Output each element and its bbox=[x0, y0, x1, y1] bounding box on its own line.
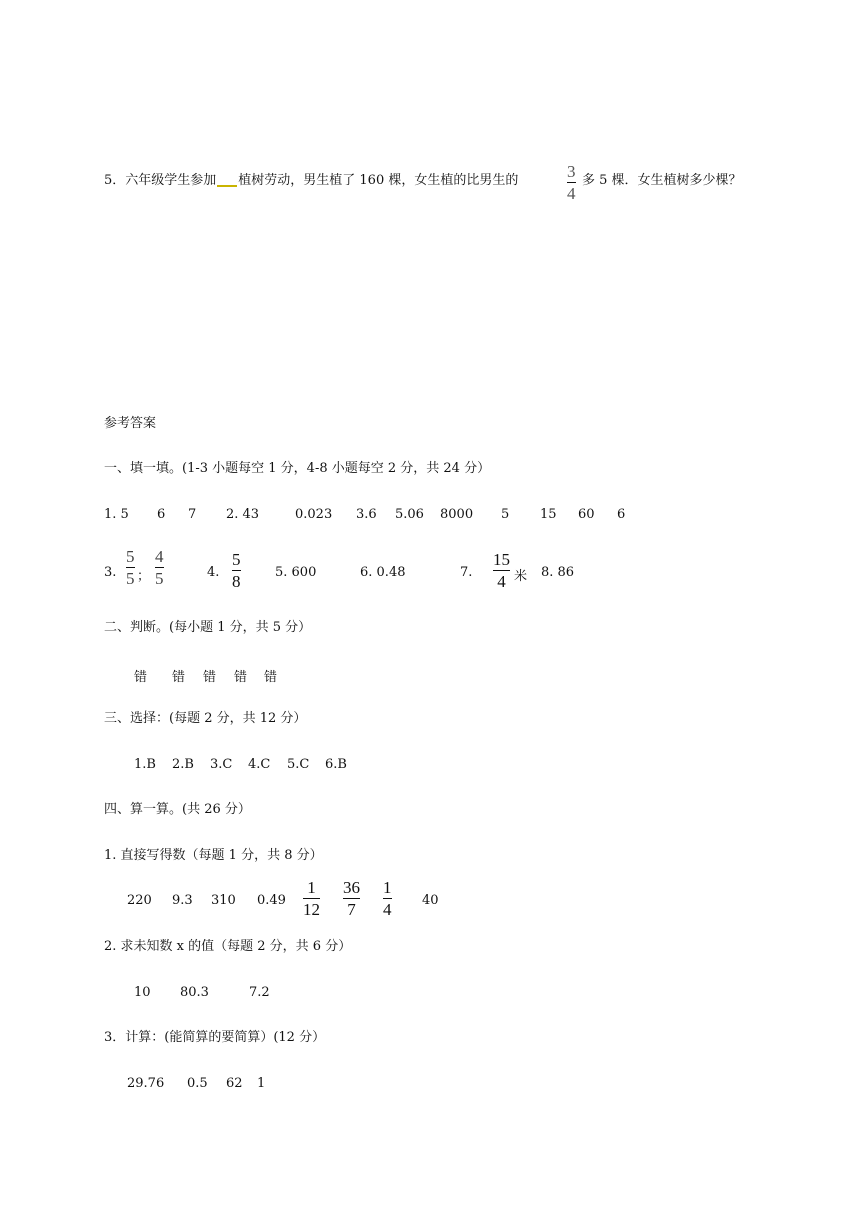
fraction-denominator: 12 bbox=[303, 900, 320, 919]
answer-item: 错 bbox=[234, 670, 248, 685]
answer-item: 6. 0.48 bbox=[360, 565, 406, 580]
answer-item: 8000 bbox=[440, 507, 474, 522]
answer-item: 8. 86 bbox=[541, 565, 575, 580]
fraction-denominator: 5 bbox=[126, 569, 135, 588]
answer-item: 0.5 bbox=[187, 1076, 208, 1091]
answers-heading: 参考答案 bbox=[104, 416, 157, 431]
fraction-numerator: 15 bbox=[493, 550, 510, 569]
fraction-denominator: 7 bbox=[347, 900, 356, 919]
question-5-suffix: 多 5 棵．女生植树多少棵？ bbox=[582, 173, 742, 188]
answer-item: 错 bbox=[172, 670, 186, 685]
fraction-denominator: 4 bbox=[567, 184, 576, 203]
fraction-numerator: 5 bbox=[232, 550, 241, 569]
answer-item: 2.B bbox=[172, 757, 194, 772]
answer-item: 60 bbox=[578, 507, 595, 522]
answer-item: 310 bbox=[211, 893, 236, 908]
answer-item: 0.49 bbox=[257, 893, 286, 908]
answer-blank bbox=[217, 185, 237, 187]
answer-item: 错 bbox=[134, 670, 148, 685]
fraction-numerator: 4 bbox=[155, 547, 164, 566]
answer-item: 0.023 bbox=[295, 507, 333, 522]
answer-item: 错 bbox=[203, 670, 217, 685]
answer-item: 5 bbox=[501, 507, 510, 522]
fraction-numerator: 36 bbox=[343, 878, 360, 897]
section-4-sub-1-title: 1. 直接写得数（每题 1 分，共 8 分） bbox=[104, 848, 323, 863]
fraction-numerator: 5 bbox=[126, 547, 135, 566]
question-5-middle: 植树劳动，男生植了 160 棵，女生植的比男生的 bbox=[238, 173, 519, 188]
fraction bbox=[493, 551, 510, 590]
answer-item: 220 bbox=[127, 893, 152, 908]
answer-item: 7.2 bbox=[249, 985, 270, 1000]
question-5-fraction bbox=[567, 163, 576, 202]
fraction bbox=[303, 879, 320, 918]
answer-item: 6.B bbox=[325, 757, 347, 772]
answer-item: 9.3 bbox=[172, 893, 193, 908]
fraction-denominator: 4 bbox=[383, 900, 392, 919]
section-3-title: 三、选择：(每题 2 分，共 12 分） bbox=[104, 711, 307, 726]
answer-item: 1. 5 bbox=[104, 507, 129, 522]
answer-label: 7. bbox=[460, 565, 473, 580]
fraction-bar bbox=[126, 567, 135, 568]
fraction-denominator: 4 bbox=[497, 572, 506, 591]
answer-item: 5.C bbox=[287, 757, 310, 772]
question-5-prefix: 5．六年级学生参加 bbox=[104, 173, 217, 188]
answer-item: 6 bbox=[157, 507, 166, 522]
fraction-bar bbox=[383, 898, 392, 899]
section-4-sub-2-title: 2. 求未知数 x 的值（每题 2 分，共 6 分） bbox=[104, 939, 352, 954]
answer-item: 80.3 bbox=[180, 985, 209, 1000]
section-4-sub-3-title: 3．计算：(能简算的要简算）(12 分） bbox=[104, 1030, 326, 1045]
answer-label: 3. bbox=[104, 565, 117, 580]
answer-item: 10 bbox=[134, 985, 151, 1000]
answer-item: 2. 43 bbox=[226, 507, 260, 522]
answer-item: 40 bbox=[422, 893, 439, 908]
unit-label: 米 bbox=[514, 569, 528, 584]
fraction-bar bbox=[303, 898, 320, 899]
fraction-numerator: 3 bbox=[567, 162, 576, 181]
answer-item: 5.06 bbox=[395, 507, 424, 522]
answer-item: 1 bbox=[257, 1076, 266, 1091]
answer-item: 错 bbox=[264, 670, 278, 685]
section-4-title: 四、算一算。(共 26 分） bbox=[104, 802, 251, 817]
fraction-numerator: 1 bbox=[383, 878, 392, 897]
answer-item: 29.76 bbox=[127, 1076, 165, 1091]
fraction-denominator: 8 bbox=[232, 572, 241, 591]
answer-item: 15 bbox=[540, 507, 557, 522]
answer-item: 62 bbox=[226, 1076, 243, 1091]
fraction bbox=[343, 879, 360, 918]
section-2-title: 二、判断。(每小题 1 分，共 5 分） bbox=[104, 620, 312, 635]
fraction bbox=[232, 551, 241, 590]
answer-label: 4. bbox=[207, 565, 220, 580]
answer-item: 4.C bbox=[248, 757, 271, 772]
fraction bbox=[383, 879, 392, 918]
separator: ； bbox=[137, 569, 151, 584]
answer-item: 6 bbox=[617, 507, 626, 522]
fraction-bar bbox=[232, 570, 241, 571]
fraction-bar bbox=[567, 182, 576, 183]
fraction-bar bbox=[343, 898, 360, 899]
section-1-title: 一、填一填。(1-3 小题每空 1 分，4-8 小题每空 2 分，共 24 分） bbox=[104, 461, 491, 476]
fraction bbox=[126, 548, 135, 587]
fraction-numerator: 1 bbox=[307, 878, 316, 897]
fraction-bar bbox=[493, 570, 510, 571]
fraction-bar bbox=[155, 567, 164, 568]
question-5 bbox=[104, 173, 518, 189]
answer-item: 7 bbox=[188, 507, 197, 522]
answer-item: 3.C bbox=[210, 757, 233, 772]
fraction-denominator: 5 bbox=[155, 569, 164, 588]
answer-item: 3.6 bbox=[356, 507, 377, 522]
fraction bbox=[155, 548, 164, 587]
answer-item: 5. 600 bbox=[275, 565, 317, 580]
answer-item: 1.B bbox=[134, 757, 156, 772]
